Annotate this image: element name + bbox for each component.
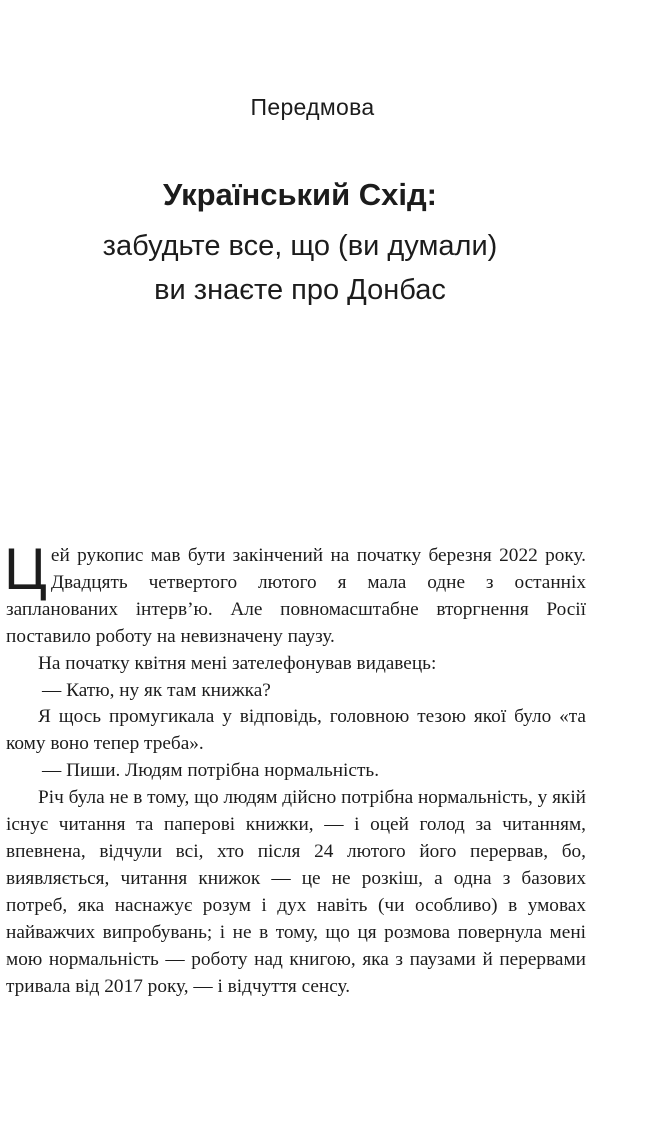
paragraph: На початку квітня мені зателефонував видавець: <box>38 652 437 674</box>
drop-cap: Ц <box>4 537 47 602</box>
dialogue-line: — Катю, ну як там книжка? <box>42 679 271 701</box>
chapter-title: Український Схід: <box>162 177 438 212</box>
paragraph <box>4 537 586 651</box>
paragraph: Річ була не в тому, що людям дійсно потрібна нормальність, у якій існує читання та паперові книжки, — і оцей голод за читанням, впевнена, відчули всі, хто після 24 лютого його перервав, бо, виявляється, читання книжок — це не розкіш, а одна з базових потреб, яка наснажує розум і дух навіть (чи особливо) в умовах найважчих випробувань; і не в тому, що ця розмова повернула мені мою нормальність — роботу над книгою, яка з паузами й перервами тривала від 2017 року, — і відчуття сенсу. <box>6 787 586 997</box>
body-text <box>4 537 586 1000</box>
paragraph: Я щось промугикала у відповідь, головною тезою якої було «та кому воно тепер треба». <box>6 706 586 755</box>
chapter-subtitle-line: забудьте все, що (ви думали) <box>102 230 498 262</box>
chapter-subtitle <box>0 224 600 312</box>
paragraph-text: ей рукопис мав бути закінчений на початку березня 2022 року. Двадцять четвертого лютого я мала одне з останніх запланованих інтерв’ю. Але повномасштабне вторгнення Росії поставило роботу на невизначену паузу. <box>6 545 586 647</box>
chapter-kicker: Передмова <box>250 94 375 120</box>
dialogue-line: — Пиши. Людям потрібна нормальність. <box>42 760 380 782</box>
chapter-subtitle-line: ви знаєте про Донбас <box>154 274 446 306</box>
